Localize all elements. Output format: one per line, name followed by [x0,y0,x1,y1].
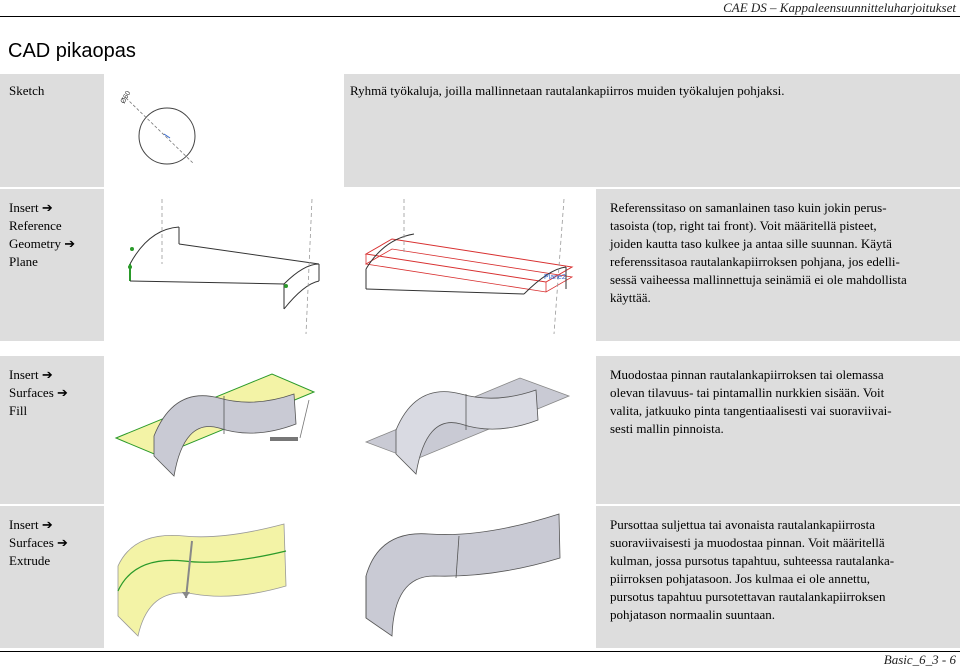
fill-image-panel [104,356,596,504]
row-label: Insert ➔ Surfaces ➔ Fill [9,367,68,418]
dimension-line [126,98,194,164]
header-rule [0,16,960,17]
row-fill [0,356,960,504]
plane-point [130,247,134,251]
fill-illustration [104,356,596,504]
document-header: CAE DS – Kappaleensuunnitteluharjoitukset [723,0,956,15]
row-description: Ryhmä työkaluja, joilla mallinnetaan rautalankapiirros muiden työkalujen pohjaksi. [350,83,785,98]
page-number: Basic_6_3 - 6 [883,652,956,667]
row-label: Insert ➔ Surfaces ➔ Extrude [9,517,68,568]
plane-illustration [104,189,596,341]
sketch-image-panel [104,74,344,187]
row-plane [0,189,960,341]
row-label: Insert ➔ Reference Geometry ➔ Plane [9,200,76,269]
footer-rule [0,651,960,652]
row-description: Pursottaa suljettua tai avonaista rautalankapiirrosta suoraviivaisesti ja muodostaa pinnan. Voit määritellä kulman, jossa pursotus tapahtuu, suhteessa rautalanka- piirroksen pohjatasoon. Jos kulmaa ei ole annettu, pursotus tapahtuu pursotettavan rautalankapiirroksen pohjatason normaalin suuntaan. [610,517,895,622]
row-extrude [0,506,960,648]
plane-tag: Plane2 [544,274,566,281]
reference-plane [366,239,572,282]
page-title: CAD pikaopas [8,40,136,62]
plane-image-panel [104,189,596,341]
plane-point [284,284,288,288]
sketch-circle-illustration [104,74,344,187]
row-sketch [0,74,960,187]
dimension-label: Ø60 [119,90,133,105]
row-description: Muodostaa pinnan rautalankapiirroksen tai olemassa olevan tilavuus- tai pintamallin nurkkien sisään. Voit valita, jatkuuko pinta tangentiaalisesti vai suoraviivai- sesti mallin pinnoista. [610,367,892,436]
wire-arc [130,227,179,264]
row-description: Referenssitaso on samanlainen taso kuin jokin perus- tasoista (top, right tai front). Voit määritellä pisteet, joiden kautta taso kulkee ja antaa sille suunnan. Käytä referenssitasoa rautalankapiirroksen pohjana, jos edelli- sessä vaiheessa mallinnettuja seinämiä ei ole mahdollista käyttää. [610,200,907,305]
callout-box [270,437,298,441]
extrude-image-panel [104,506,596,648]
extrude-preview [118,524,286,636]
row-label: Sketch [9,83,45,98]
curved-wall [154,394,296,476]
extrude-illustration [104,506,596,648]
plane-point [128,265,132,269]
